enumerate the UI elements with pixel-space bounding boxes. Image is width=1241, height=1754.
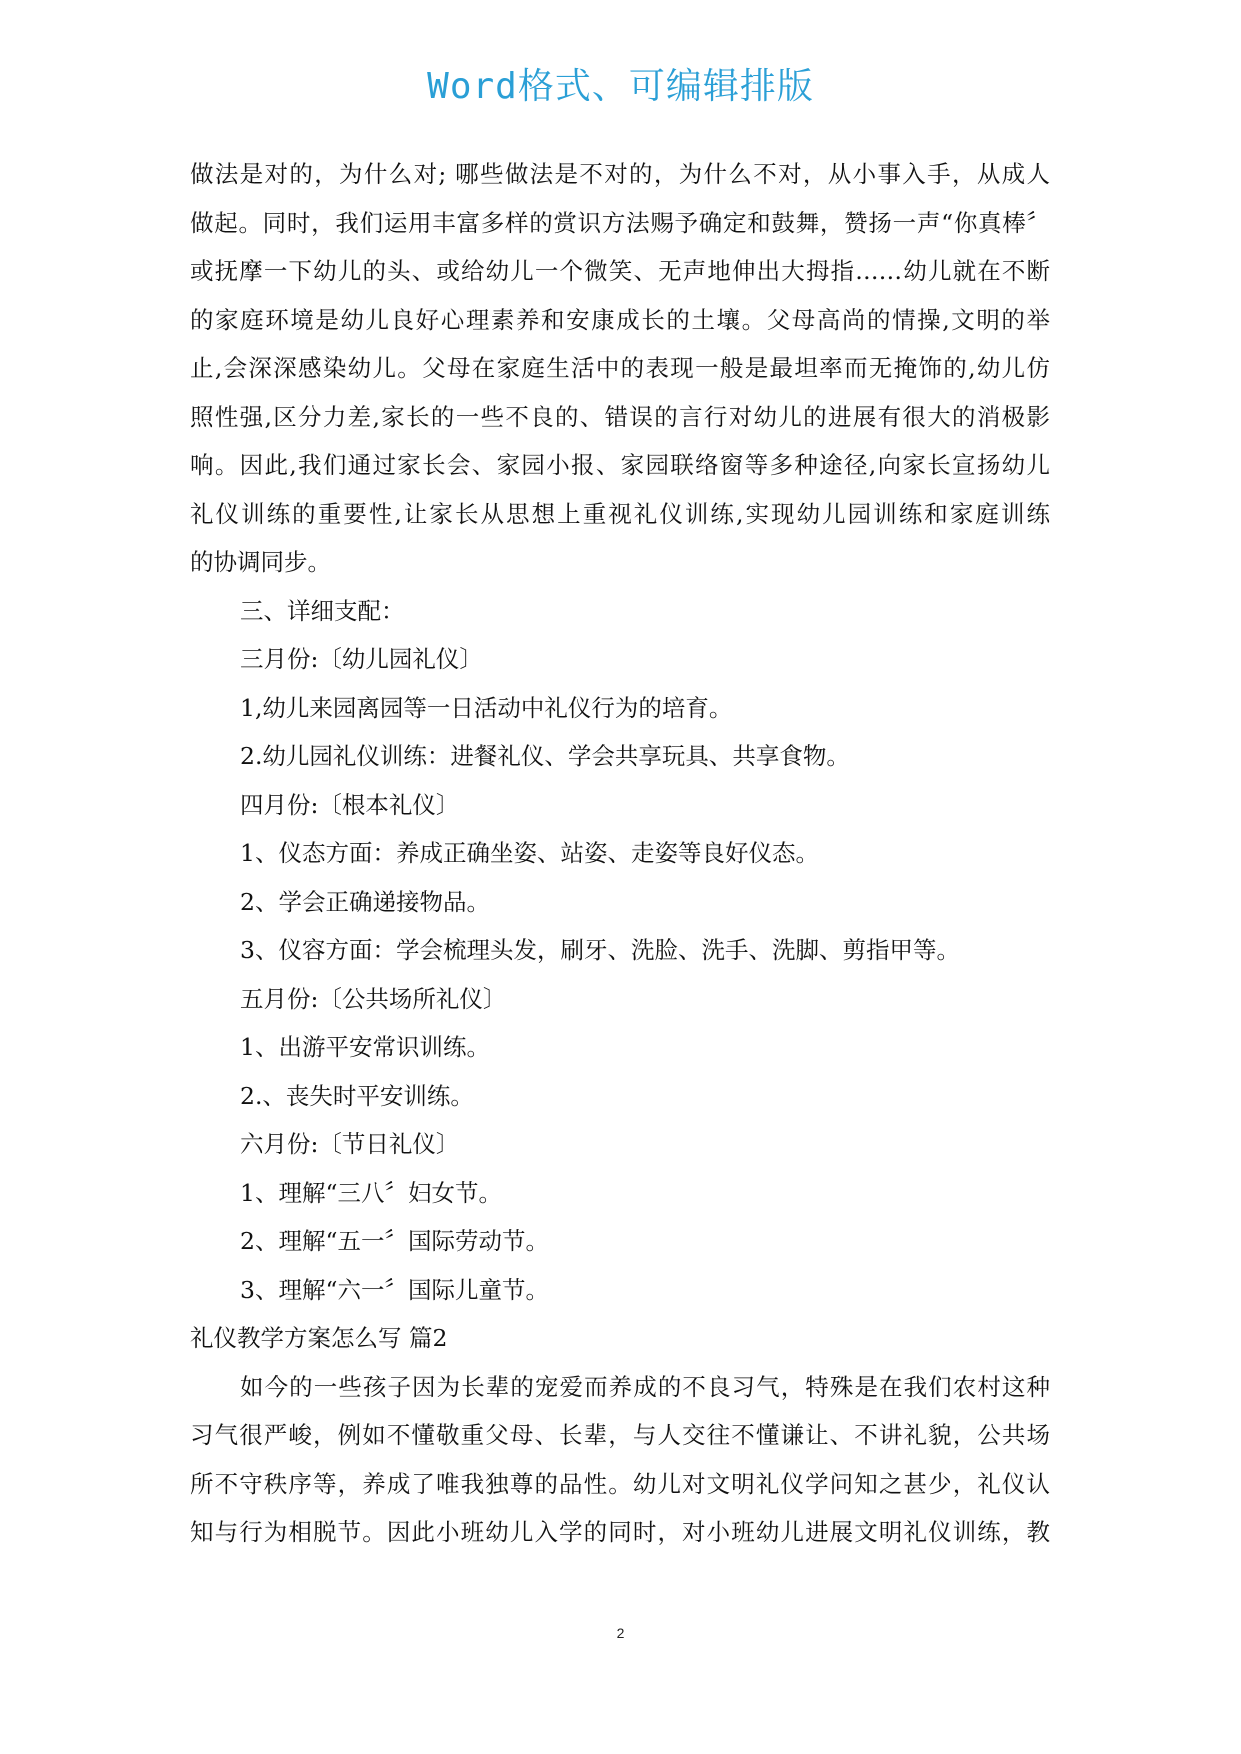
document-body [190, 150, 1050, 1557]
paragraph-line: 礼仪训练的重要性,让家长从思想上重视礼仪训练,实现幼儿园训练和家庭训练 [190, 499, 1050, 528]
paragraph-line: 如今的一些孩子因为长辈的宠爱而养成的不良习气，特殊是在我们农村这种 [240, 1372, 1050, 1401]
paragraph-line: 的家庭环境是幼儿良好心理素养和安康成长的土壤。父母高尚的情操,文明的举 [190, 305, 1050, 334]
list-item: 2.幼儿园礼仪训练：进餐礼仪、学会共享玩具、共享食物。 [240, 742, 850, 770]
month-title-may: 五月份:〔公共场所礼仪〕 [240, 984, 507, 1013]
section-heading: 三、详细支配： [240, 596, 405, 625]
month-title-april: 四月份:〔根本礼仪〕 [240, 790, 460, 819]
paragraph-line: 或抚摩一下幼儿的头、或给幼儿一个微笑、无声地伸出大拇指……幼儿就在不断 [190, 257, 1050, 285]
section-title: 礼仪教学方案怎么写 篇2 [190, 1324, 448, 1352]
paragraph-line: 止,会深深感染幼儿。父母在家庭生活中的表现一般是最坦率而无掩饰的,幼儿仿 [190, 354, 1050, 382]
list-item: 3、理解“六一〞国际儿童节。 [240, 1275, 549, 1304]
month-title-june: 六月份:〔节日礼仪〕 [240, 1130, 460, 1158]
paragraph-line: 习气很严峻，例如不懂敬重父母、长辈，与人交往不懂谦让、不讲礼貌，公共场 [190, 1421, 1050, 1449]
document-header-title: Word格式、可编辑排版 [427, 66, 814, 107]
list-item: 2、理解“五一〞国际劳动节。 [240, 1227, 549, 1255]
paragraph-line: 做法是对的，为什么对; 哪些做法是不对的，为什么不对，从小事入手，从成人 [190, 160, 1050, 188]
list-item: 2.、丧失时平安训练。 [240, 1081, 474, 1110]
month-title-march: 三月份:〔幼儿园礼仪〕 [240, 645, 483, 673]
list-item: 1、理解“三八〞妇女节。 [240, 1178, 502, 1207]
list-item: 3、仪容方面：学会梳理头发，刷牙、洗脸、洗手、洗脚、剪指甲等。 [240, 936, 960, 964]
paragraph-line: 的协调同步。 [190, 548, 331, 576]
paragraph-line: 所不守秩序等，养成了唯我独尊的品性。幼儿对文明礼仪学问知之甚少，礼仪认 [190, 1469, 1050, 1498]
list-item: 1、出游平安常识训练。 [240, 1033, 490, 1061]
list-item: 1、仪态方面：养成正确坐姿、站姿、走姿等良好仪态。 [240, 839, 819, 867]
paragraph-line: 照性强,区分力差,家长的一些不良的、错误的言行对幼儿的进展有很大的消极影 [190, 402, 1050, 431]
paragraph-line: 响。因此,我们通过家长会、家园小报、家园联络窗等多种途径,向家长宣扬幼儿 [190, 451, 1050, 479]
paragraph-line: 知与行为相脱节。因此小班幼儿入学的同时，对小班幼儿进展文明礼仪训练，教 [190, 1518, 1050, 1546]
list-item: 1,幼儿来园离园等一日活动中礼仪行为的培育。 [240, 693, 733, 722]
paragraph-line: 做起。同时，我们运用丰富多样的赏识方法赐予确定和鼓舞，赞扬一声“你真棒〞 [190, 208, 1050, 237]
list-item: 2、学会正确递接物品。 [240, 887, 490, 916]
page-number: 2 [616, 1625, 625, 1641]
